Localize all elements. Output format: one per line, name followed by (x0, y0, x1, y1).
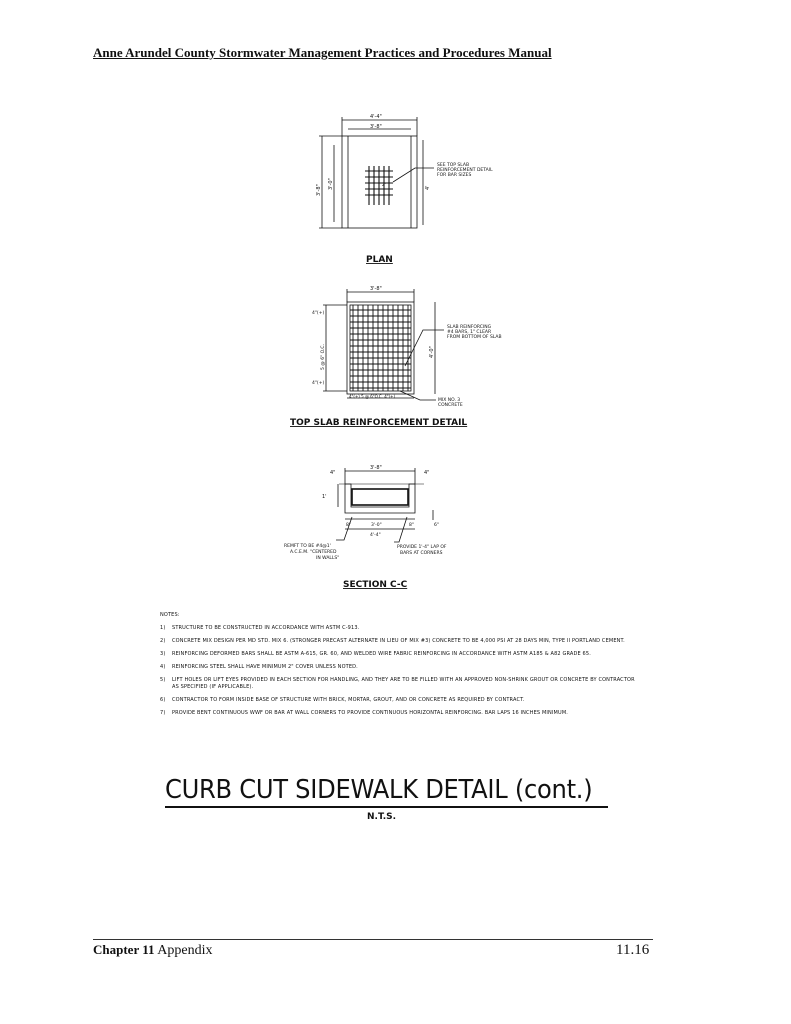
slab-title: TOP SLAB REINFORCEMENT DETAIL (290, 418, 468, 428)
slab-grid (350, 305, 411, 391)
note-item: 3) REINFORCING DEFORMED BARS SHALL BE ASTM A-615, GR. 60, AND WELDED WIRE FABRIC REINFORCING IN ACCORDANCE WITH ASTM A185 & A82 GRADE 65. (160, 651, 591, 657)
slab-dim-left-top: 4"(+) (312, 311, 325, 316)
slab-dim-right: 4'-0" (429, 346, 435, 358)
note-item: 6) CONTRACTOR TO FORM INSIDE BASE OF STRUCTURE WITH BRICK, MORTAR, GROUT, AND OR CONCRETE AS REQUIRED BY CONTRACT. (160, 697, 525, 703)
plan-title: PLAN (366, 255, 393, 265)
note-item: 5) LIFT HOLES OR LIFT EYES PROVIDED IN EACH SECTION FOR HANDLING, AND THEY ARE TO BE FILLED WITH AN APPROVED NON-SHRINK GROUT OR CONCRETE BY CONTRACTOR AS SPECIFIED (IF APPLICABLE). (160, 677, 635, 690)
slab-dim-top: 3'-8" (370, 286, 382, 292)
notes-heading: NOTES: (160, 612, 180, 618)
plan-dim-left-inner: 3'-0" (328, 178, 334, 190)
slab-mix-1: MIX NO. 3 (438, 398, 461, 403)
section-dim-b1: 8" (346, 523, 351, 528)
page-number: 11.16 (616, 942, 650, 958)
section-dim-b2: 3'-0" (371, 523, 382, 528)
plan-dim-grid: 2" (382, 182, 387, 187)
slab-dim-left-mid: 5 @ 6" O.C. (321, 344, 326, 370)
plan-dim-outer: 4'-4" (370, 114, 382, 120)
section-dim-right: 4" (424, 470, 430, 476)
note-item: 4) REINFORCING STEEL SHALL HAVE MINIMUM 2" COVER UNLESS NOTED. (160, 664, 358, 670)
title-underline (165, 806, 608, 808)
note-item: 2) CONCRETE MIX DESIGN PER MD STD. MIX 6. (STRONGER PRECAST ALTERNATE IN LIEU OF MIX #3) CONCRETE TO BE 4,000 PSI AT 28 DAYS MIN, TYPE II PORTLAND CEMENT. (160, 638, 625, 644)
section-dim-b3: 8" (409, 523, 414, 528)
slab-dim-bottom: 4"(+) 5 @ 6"O.C. 4"(+) (349, 394, 396, 399)
note-item: 1) STRUCTURE TO BE CONSTRUCTED IN ACCORDANCE WITH ASTM C-913. (160, 625, 360, 631)
scale-label: N.T.S. (367, 812, 397, 822)
footer-divider (93, 939, 653, 940)
section-callout-r2: BARS AT CORNERS (400, 551, 443, 556)
footer-chapter: Chapter 11 Appendix (93, 942, 213, 958)
section-callout-l1: REMFT TO BE #4@1' (284, 544, 331, 549)
note-item: 7) PROVIDE BENT CONTINUOUS WWF OR BAR AT WALL CORNERS TO PROVIDE CONTINUOUS HORIZONTAL REINFORCING. BAR LAPS 16 INCHES MINIMUM. (160, 710, 569, 716)
plan-callout-3: FOR BAR SIZES (437, 173, 472, 178)
page-header: Anne Arundel County Stormwater Management Practices and Procedures Manual (93, 45, 552, 60)
slab-callout-1: SLAB REINFORCING (447, 325, 492, 330)
section-dim-left: 4" (330, 470, 336, 476)
section-callout-r1: PROVIDE 1'-4" LAP OF (397, 545, 447, 550)
section-dim-side: 6" (434, 523, 439, 528)
slab-callout-2: #4 BARS, 1" CLEAR (447, 330, 492, 335)
section-dim-height: 1' (322, 494, 327, 500)
plan-dim-inner: 3'-8" (370, 124, 382, 130)
plan-dim-right: 4' (425, 185, 431, 190)
section-callout-l2: A.C.E.M. "CENTERED (290, 550, 337, 555)
drawing-title: CURB CUT SIDEWALK DETAIL (cont.) (165, 775, 593, 805)
plan-callout-1: SEE TOP SLAB (437, 163, 470, 168)
section-dim-top: 3'-8" (370, 465, 382, 471)
plan-dim-left-outer: 3'-8" (316, 184, 322, 196)
plan-grid (365, 166, 393, 205)
section-dim-overall: 4'-4" (370, 533, 381, 538)
plan-callout-2: REINFORCEMENT DETAIL (437, 168, 493, 173)
notes-block (160, 612, 640, 723)
section-callout-l3: IN WALLS" (316, 556, 340, 561)
section-title: SECTION C-C (343, 580, 408, 590)
slab-mix-2: CONCRETE (438, 403, 463, 408)
slab-dim-left-bot: 4"(+) (312, 381, 325, 386)
slab-callout-3: FROM BOTTOM OF SLAB (447, 335, 502, 340)
